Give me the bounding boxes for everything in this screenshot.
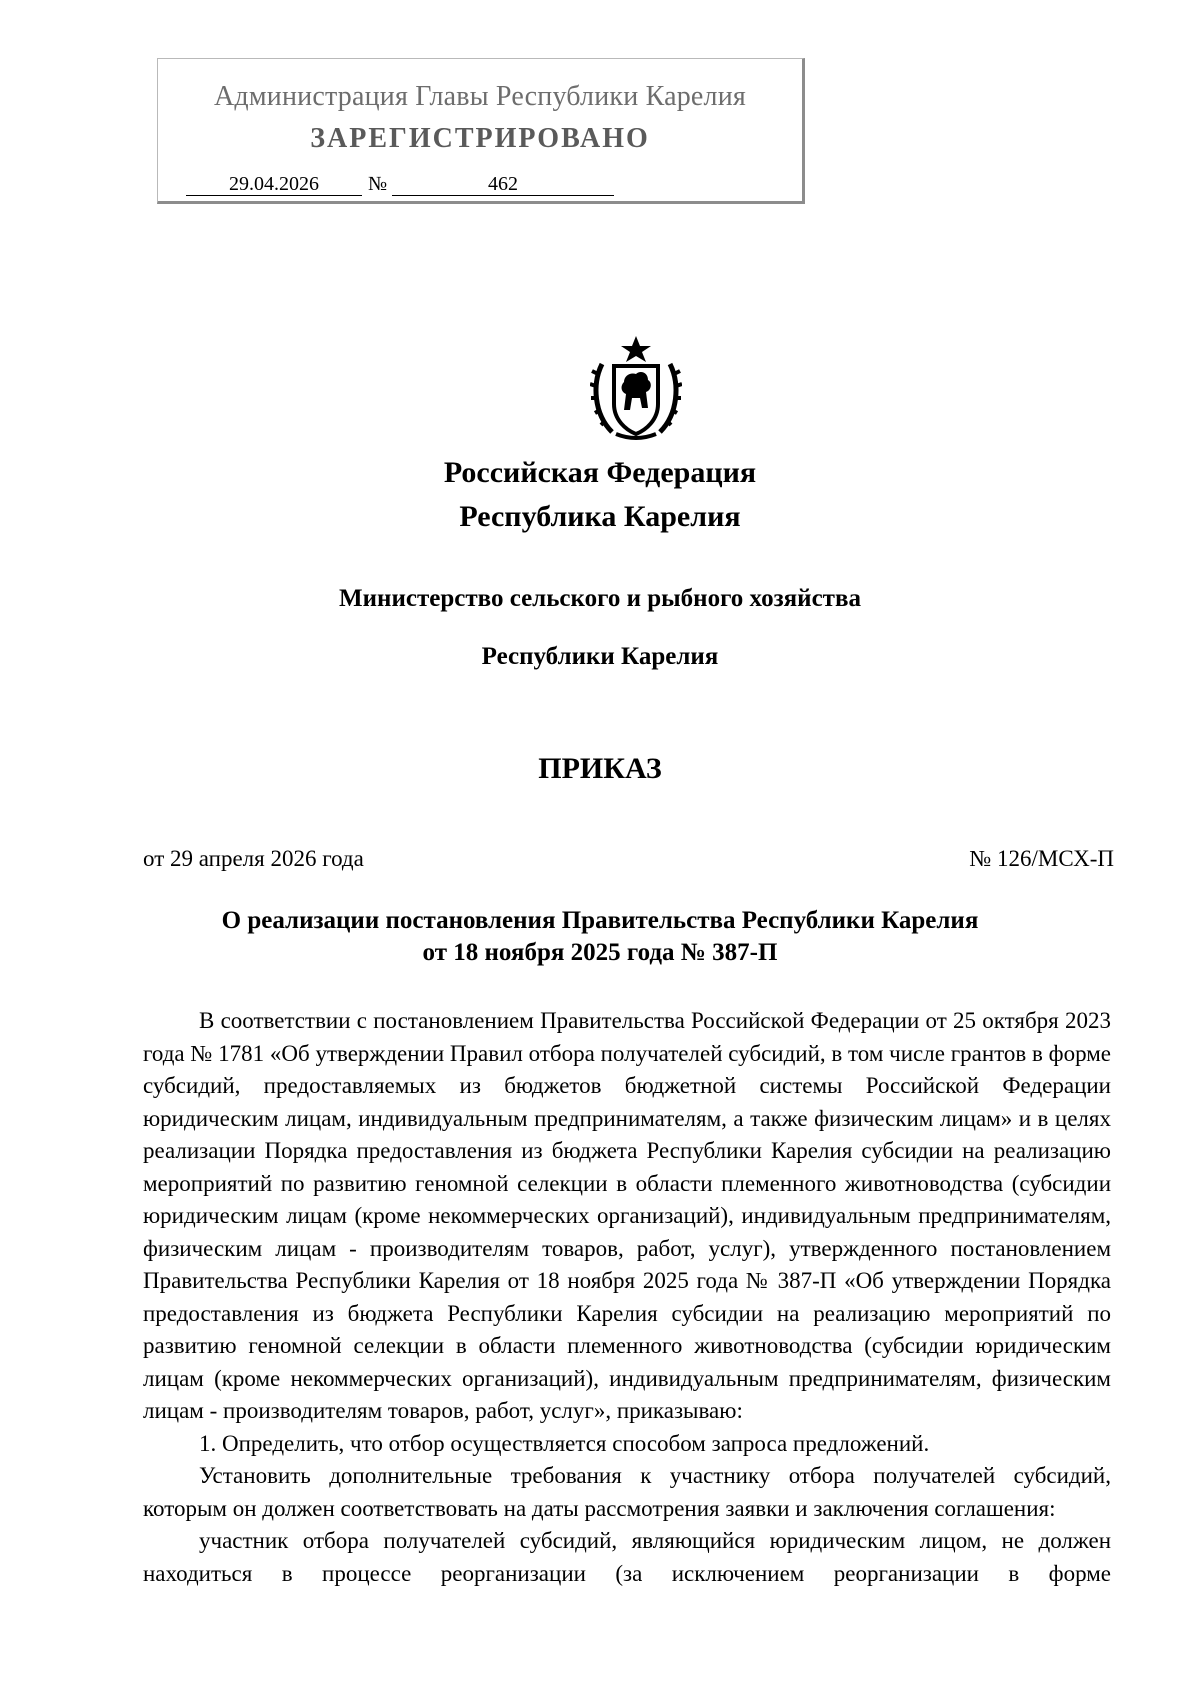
body-paragraph-item-1: 1. Определить, что отбор осуществляется способом запроса предложений. (199, 1430, 930, 1456)
stamp-title: Администрация Главы Республики Карелия (214, 81, 746, 112)
document-body (143, 1005, 1111, 1590)
body-paragraph-reorganization: участник отбора получателей субсидий, являющийся юридическим лицом, не должен находиться в процессе реорганизации (за исключением реорганизации в форме (143, 1528, 1111, 1586)
ministry-title-region: Республики Карелия (481, 643, 719, 670)
document-subject-line1: О реализации постановления Правительства Республики Карелия (221, 907, 979, 934)
republic-title: Республика Карелия (459, 500, 741, 533)
document-subject-line2: от 18 ноября 2025 года № 387-П (422, 939, 778, 966)
stamp-number: 462 (392, 173, 614, 196)
body-paragraph-requirements: Установить дополнительные требования к участнику отбора получателей субсидий, которым он должен соответствовать на даты рассмотрения заявки и заключения соглашения: (143, 1463, 1111, 1521)
stamp-registered-label: ЗАРЕГИСТРИРОВАНО (310, 123, 650, 154)
body-paragraph-preamble: В соответствии с постановлением Правительства Российской Федерации от 25 октября 2023 года № 1781 «Об утверждении Правил отбора получателей субсидий, в том числе грантов в форме субсидий, предоставляемых из бюджетов бюджетной системы Российской Федерации юридическим лицам, индивидуальным предпринимателям, а также физическим лицам» и в целях реализации Порядка предоставления из бюджета Республики Карелия субсидии на реализацию мероприятий по развитию геномной селекции в области племенного животноводства (субсидии юридическим лицам (кроме некоммерческих организаций), индивидуальным предпринимателям, физическим лицам - производителям товаров, работ, услуг), утвержденного постановлением Правительства Республики Карелия от 18 ноября 2025 года № 387-П «Об утверждении Порядка предоставления из бюджета Республики Карелия субсидии на реализацию мероприятий по развитию геномной селекции в области племенного животноводства (субсидии юридическим лицам (кроме некоммерческих организаций), индивидуальным предпринимателям, физическим лицам - производителям товаров, работ, услуг», приказываю: (143, 1008, 1111, 1423)
ministry-title: Министерство сельского и рыбного хозяйства (339, 585, 861, 612)
document-type-title: ПРИКАЗ (538, 752, 662, 785)
document-number: № 126/МСХ-П (969, 846, 1114, 871)
stamp-date: 29.04.2026 (186, 173, 362, 196)
stamp-number-label: № (368, 173, 388, 195)
registration-stamp (157, 58, 805, 204)
karelia-coat-of-arms-icon (590, 334, 682, 444)
country-title: Российская Федерация (443, 456, 757, 489)
document-date: от 29 апреля 2026 года (143, 846, 364, 871)
